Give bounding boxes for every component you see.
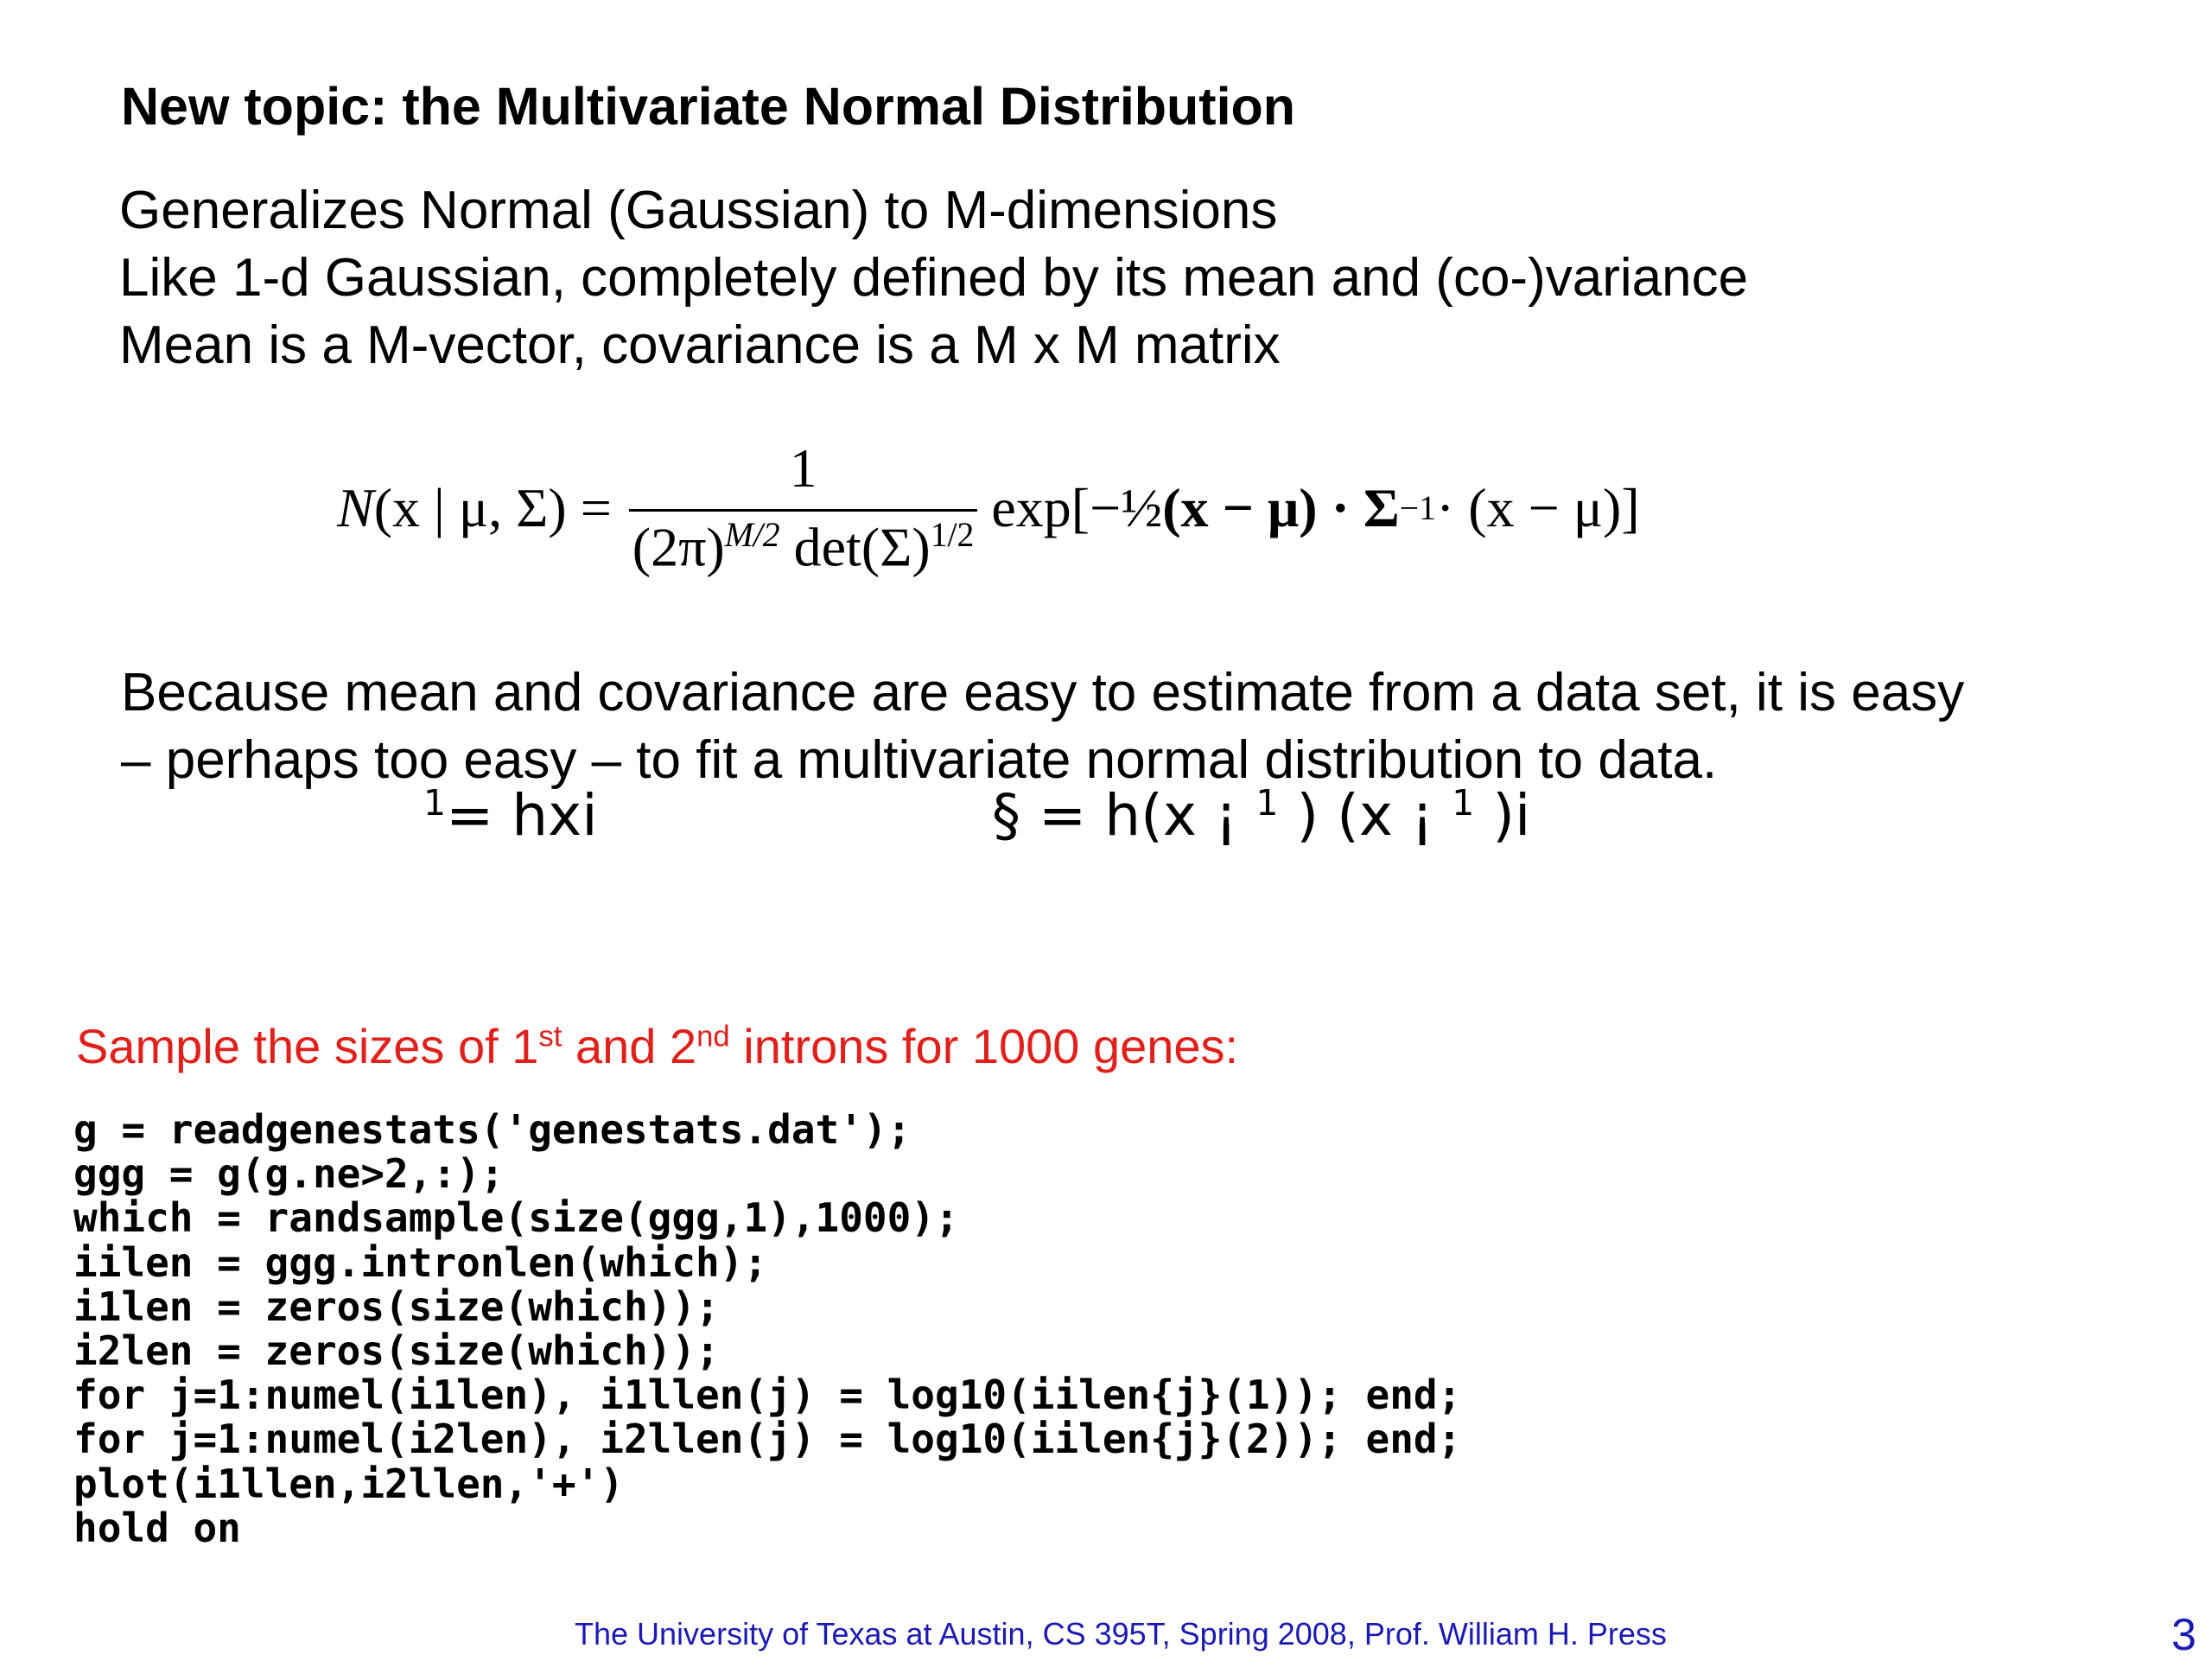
cov-mid: ) (x ¡ <box>1278 782 1452 849</box>
cov-sup1: 1 <box>1255 782 1279 824</box>
cov-end: )i <box>1474 782 1531 849</box>
formula-numerator: 1 <box>789 437 817 499</box>
footer-credit: The University of Texas at Austin, CS 395T, Spring 2008, Prof. William H. Press <box>575 1616 1667 1651</box>
formula-exp-part1: exp[− <box>991 476 1122 538</box>
cov-sup2: 1 <box>1452 782 1475 824</box>
sample-sup1: st <box>538 1020 563 1053</box>
covariance-estimator <box>992 782 1530 849</box>
code-line: ggg = g(g.ne>2,:); <box>73 1150 505 1198</box>
formula-inverse: −1 <box>1399 488 1436 527</box>
code-line: plot(i1llen,i2llen,'+') <box>73 1460 624 1507</box>
intro-lines <box>119 177 1748 379</box>
code-line: i1len = zeros(size(which)); <box>73 1282 720 1330</box>
formula-lhs-args: (x | μ, Σ) = <box>373 476 612 538</box>
sample-mid: and 2 <box>562 1019 697 1073</box>
formula-half: ½ <box>1121 476 1163 538</box>
page-number: 3 <box>2171 1610 2196 1660</box>
code-line: i2len = zeros(size(which)); <box>73 1327 720 1375</box>
code-line: g = readgenestats('genestats.dat'); <box>73 1106 912 1153</box>
formula-exp-part2: (x − μ) · Σ <box>1162 476 1400 538</box>
mean-symbol: 1 <box>423 782 447 824</box>
formula-N: N <box>337 476 374 538</box>
intro-line: Like 1-d Gaussian, completely defined by its mean and (co-)variance <box>119 248 1749 308</box>
estimation-paragraph <box>121 659 1964 794</box>
formula-den-det: det(Σ) <box>779 516 931 578</box>
sample-sup2: nd <box>696 1020 730 1053</box>
sample-heading <box>76 1018 1238 1074</box>
sample-pre: Sample the sizes of 1 <box>76 1019 539 1073</box>
matlab-code-block <box>73 1108 1461 1550</box>
slide-title: New topic: the Multivariate Normal Distribution <box>121 77 1296 136</box>
formula-fraction <box>629 436 978 579</box>
code-line: which = randsample(size(ggg,1),1000); <box>73 1194 959 1242</box>
mean-estimator-text: = hxi <box>446 782 598 849</box>
mean-estimator <box>423 782 598 849</box>
paragraph-line: Because mean and covariance are easy to estimate from a data set, it is easy <box>121 663 1965 722</box>
code-line: iilen = ggg.intronlen(which); <box>73 1238 768 1286</box>
formula-exp-part3: · (x − μ)] <box>1435 476 1640 538</box>
formula-den-base: (2π) <box>632 516 725 578</box>
mvn-density-formula <box>337 436 1640 579</box>
code-line: for j=1:numel(i2len), i2llen(j) = log10(iilen{j}(2)); end; <box>73 1416 1462 1463</box>
formula-denominator <box>629 509 978 579</box>
cov-part1: § = h(x ¡ <box>992 782 1256 849</box>
code-line: for j=1:numel(i1len), i1llen(j) = log10(iilen{j}(1)); end; <box>73 1371 1462 1419</box>
formula-den-exp1: M/2 <box>724 516 780 554</box>
intro-line: Generalizes Normal (Gaussian) to M-dimensions <box>119 181 1278 240</box>
paragraph-line: – perhaps too easy – to fit a multivariate normal distribution to data. <box>121 730 1718 790</box>
code-line: hold on <box>73 1504 241 1551</box>
sample-post: introns for 1000 genes: <box>729 1019 1239 1073</box>
formula-den-exp2: 1/2 <box>930 516 975 554</box>
intro-line: Mean is a M-vector, covariance is a M x M matrix <box>119 315 1281 375</box>
